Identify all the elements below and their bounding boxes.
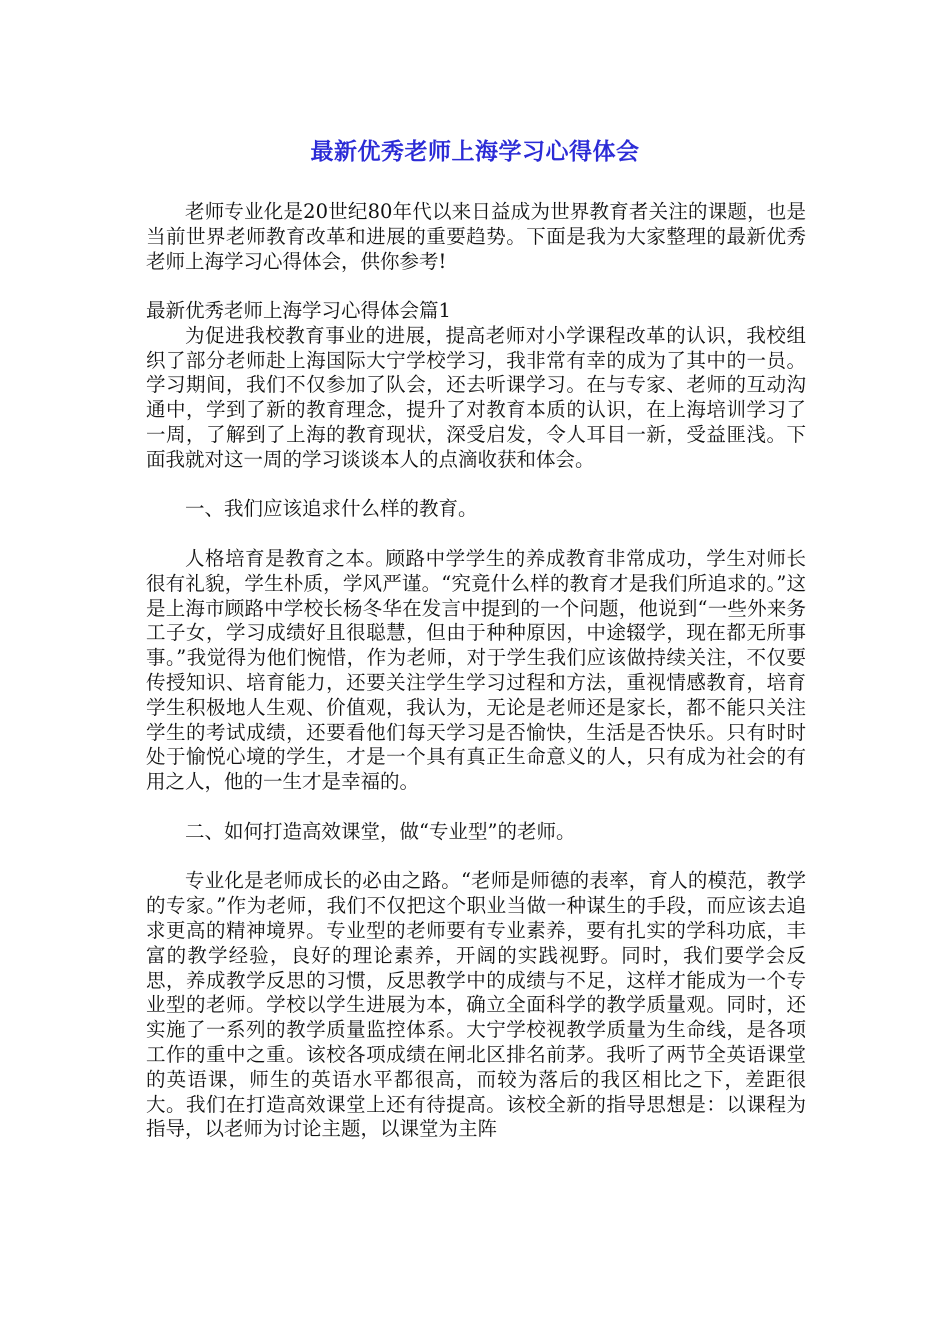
section-1-heading: 一、我们应该追求什么样的教育。: [185, 497, 478, 521]
paragraph-gap: [146, 522, 806, 547]
paragraph-3: 专业化是老师成长的必由之路。“老师是师德的表率，育人的模范，教学的专家。”作为老师，我们不仅把这个职业当做一种谋生的手段，而应该去追求更高的精神境界。专业型的老师要有专业素养，要有扎实的学科功底，丰富的教学经验，良好的理论素养，开阔的实践视野。同时，我们要学会反思，养成教学反思的习惯，反思教学中的成绩与不足，这样才能成为一个专业型的老师。学校以学生进展为本，确立全面科学的教学质量观。同时，还实施了一系列的教学质量监控体系。大宁学校视教学质量为生命线，是各项工作的重中之重。该校各项成绩在闸北区排名前茅。我听了两节全英语课堂的英语课，师生的英语水平都很高，而较为落后的我区相比之下，差距很大。我们在打造高效课堂上还有待提高。该校全新的指导思想是：以课程为指导，以老师为讨论主题，以课堂为主阵: [146, 869, 806, 1141]
article-heading: 最新优秀老师上海学习心得体会篇1: [146, 299, 451, 322]
paragraph-gap: [146, 473, 806, 498]
article-body: [146, 299, 806, 1142]
paragraph-1: 为促进我校教育事业的进展，提高老师对小学课程改革的认识，我校组织了部分老师赴上海国际大宁学校学习，我非常有幸的成为了其中的一员。学习期间，我们不仅参加了队会，还去听课学习。在与专家、老师的互动沟通中，学到了新的教育理念，提升了对教育本质的认识，在上海培训学习了一周，了解到了上海的教育现状，深受启发，令人耳目一新，受益匪浅。下面我就对这一周的学习谈谈本人的点滴收获和体会。: [146, 323, 806, 471]
paragraph-gap: [146, 795, 806, 820]
paragraph-gap: [146, 845, 806, 870]
intro-block: [146, 200, 806, 274]
paragraph-2: 人格培育是教育之本。顾路中学学生的养成教育非常成功，学生对师长很有礼貌，学生朴质，学风严谨。“究竟什么样的教育才是我们所追求的。”这是上海市顾路中学校长杨冬华在发言中提到的一个问题，他说到“一些外来务工子女，学习成绩好且很聪慧，但由于种种原因，中途辍学，现在都无所事事。”我觉得为他们惋惜，作为老师，对于学生我们应该做持续关注，不仅要传授知识、培育能力，还要关注学生学习过程和方法，重视情感教育，培育学生积极地人生观、价值观，我认为，无论是老师还是家长，都不能只关注学生的考试成绩，还要看他们每天学习是否愉快，生活是否快乐。只有时时处于愉悦心境的学生，才是一个具有真正生命意义的人，只有成为社会的有用之人，他的一生才是幸福的。: [146, 546, 806, 794]
page-title: 最新优秀老师上海学习心得体会: [310, 139, 640, 165]
section-2-heading: 二、如何打造高效课堂，做“专业型”的老师。: [185, 819, 576, 843]
intro-paragraph: 老师专业化是20世纪80年代以来日益成为世界教育者关注的课题，也是当前世界老师教育改革和进展的重要趋势。下面是我为大家整理的最新优秀老师上海学习心得体会，供你参考!: [146, 200, 806, 273]
